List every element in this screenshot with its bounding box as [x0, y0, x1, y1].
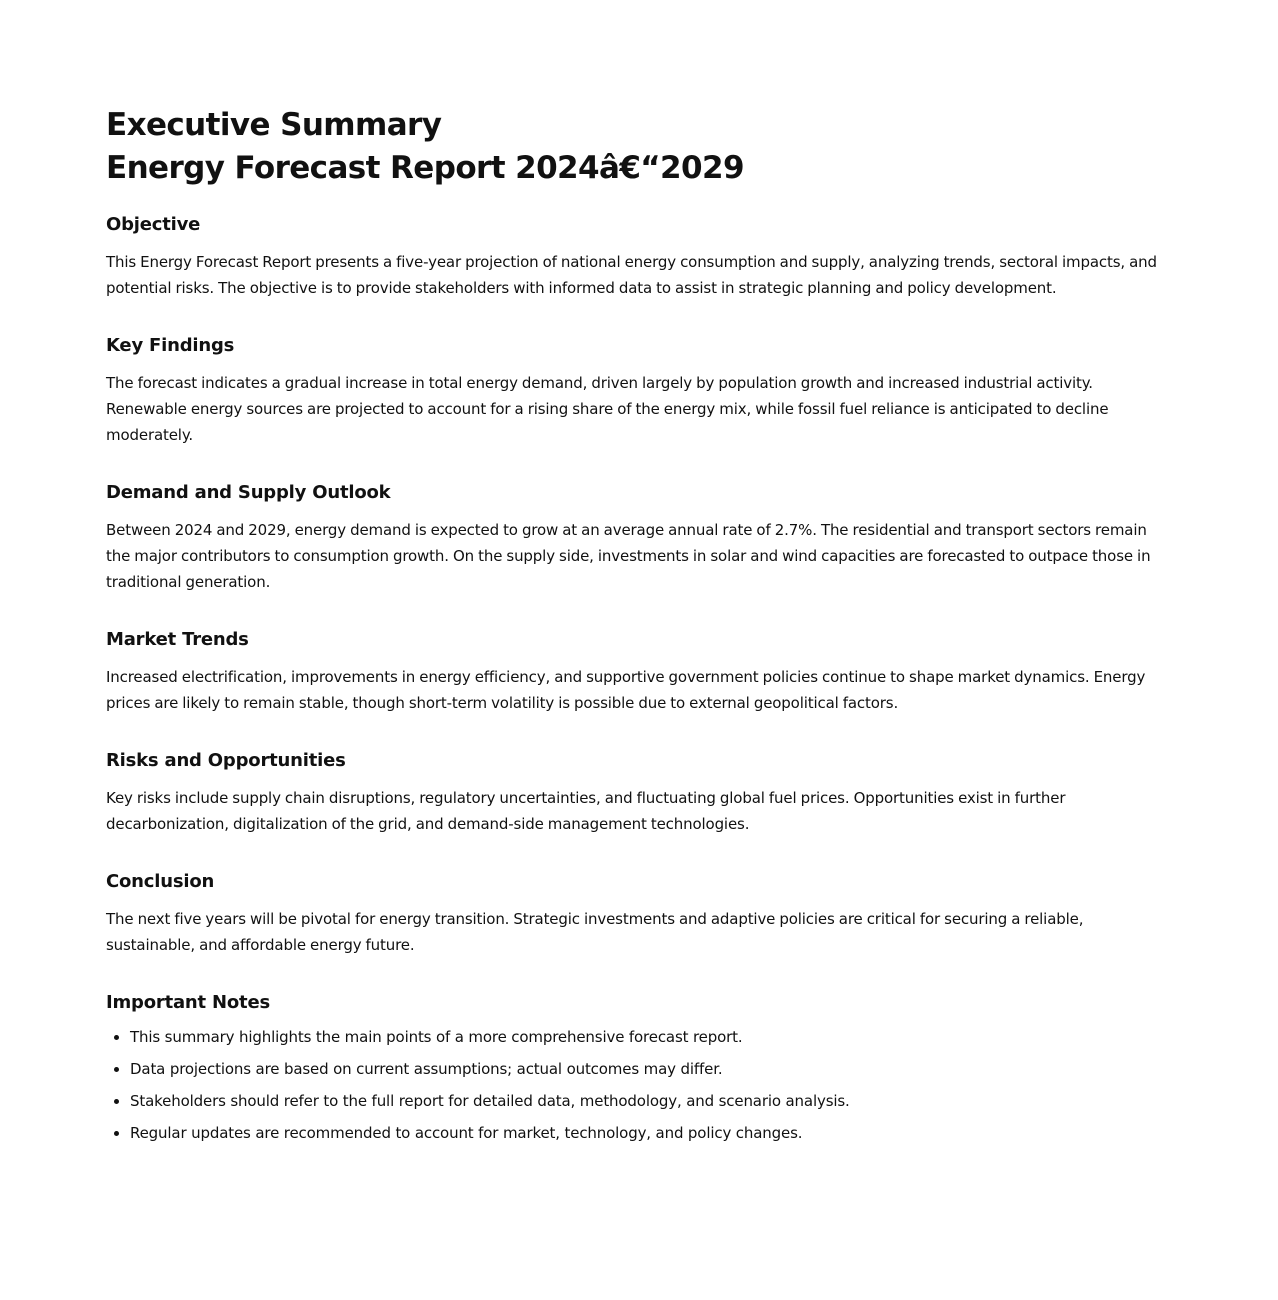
section-key-findings	[106, 333, 1174, 448]
section-objective	[106, 212, 1174, 301]
list-item: • This summary highlights the main points of a more comprehensive forecast report.	[130, 1027, 1174, 1047]
section-body: Between 2024 and 2029, energy demand is expected to grow at an average annual rate of 2.7%. The residential and transport sectors remain the major contributors to consumption growth. On the supply side, investments in solar and wind capacities are forecasted to outpace those in traditional generation.	[106, 521, 1151, 591]
section-body: The forecast indicates a gradual increase in total energy demand, driven largely by population growth and increased industrial activity. Renewable energy sources are projected to account for a rising share of the energy mix, while fossil fuel reliance is anticipated to decline moderately.	[106, 374, 1109, 444]
section-heading: Key Findings	[106, 335, 235, 356]
title-line-1: Executive Summary	[106, 107, 442, 143]
notes-list	[106, 1027, 1174, 1143]
section-market-trends	[106, 627, 1174, 716]
list-item: • Regular updates are recommended to account for market, technology, and policy changes.	[130, 1123, 1174, 1143]
section-risks-opportunities	[106, 748, 1174, 837]
section-body: Key risks include supply chain disruptions, regulatory uncertainties, and fluctuating global fuel prices. Opportunities exist in further decarbonization, digitalization of the grid, and demand-side management technologies.	[106, 789, 1066, 833]
section-heading: Objective	[106, 214, 201, 235]
title-line-2: Energy Forecast Report 2024â€“2029	[106, 150, 744, 186]
section-conclusion	[106, 869, 1174, 958]
section-heading: Conclusion	[106, 871, 215, 892]
section-heading: Risks and Opportunities	[106, 750, 346, 771]
section-body: This Energy Forecast Report presents a five-year projection of national energy consumption and supply, analyzing trends, sectoral impacts, and potential risks. The objective is to provide stakeholders with informed data to assist in strategic planning and policy development.	[106, 253, 1157, 297]
section-important-notes	[106, 990, 1174, 1143]
section-heading: Market Trends	[106, 629, 249, 650]
section-heading: Demand and Supply Outlook	[106, 482, 391, 503]
list-item: • Data projections are based on current assumptions; actual outcomes may differ.	[130, 1059, 1174, 1079]
section-body: The next five years will be pivotal for energy transition. Strategic investments and adaptive policies are critical for securing a reliable, sustainable, and affordable energy future.	[106, 910, 1084, 954]
section-demand-supply-outlook	[106, 480, 1174, 595]
page-title	[106, 104, 1174, 190]
section-body: Increased electrification, improvements in energy efficiency, and supportive government policies continue to shape market dynamics. Energy prices are likely to remain stable, though short-term volatility is possible due to external geopolitical factors.	[106, 668, 1146, 712]
list-item: • Stakeholders should refer to the full report for detailed data, methodology, and scenario analysis.	[130, 1091, 1174, 1111]
section-heading: Important Notes	[106, 992, 270, 1013]
